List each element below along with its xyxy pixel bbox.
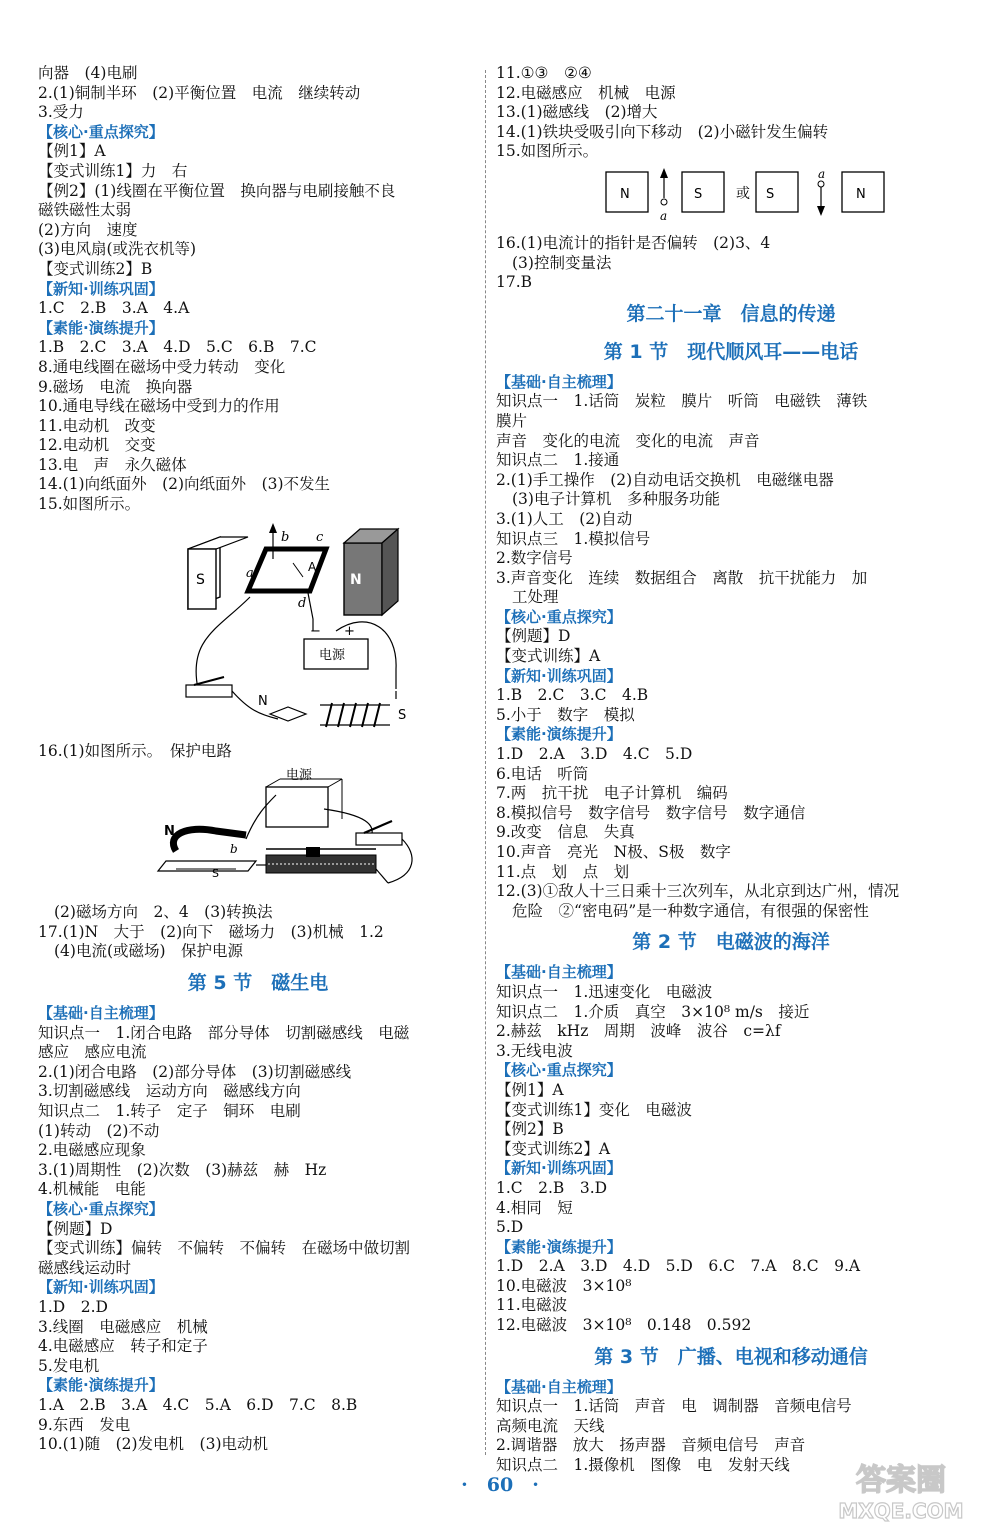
- label-arrow: A: [308, 559, 317, 574]
- section-heading: 第 1 节 现代顺风耳——电话: [603, 340, 859, 363]
- answer-line: (3)电风扇(或洗衣机等): [38, 240, 197, 259]
- exercise-category-tag: 【新知·训练巩固】: [38, 1278, 164, 1297]
- answer-line: 12.电磁波 3×10⁸ 0.148 0.592: [496, 1316, 752, 1335]
- label-or: 或: [736, 185, 750, 202]
- answer-line: 1.B 2.C 3.A 4.D 5.C 6.B 7.C: [38, 338, 317, 357]
- answer-line: 1.C 2.B 3.D: [496, 1178, 608, 1197]
- answer-line: 【变式训练1】变化 电磁波: [496, 1100, 692, 1119]
- answer-line: (2)方向 速度: [38, 220, 138, 239]
- answer-line: 2.(1)闭合电路 (2)部分导体 (3)切割磁感线: [38, 1062, 352, 1081]
- label-a: a: [246, 565, 254, 581]
- label-n: N: [164, 824, 175, 840]
- answer-line: 3.线圈 电磁感应 机械: [38, 1317, 208, 1336]
- label-source: 电源: [319, 647, 346, 663]
- switch: [356, 833, 402, 845]
- exercise-category-tag: 【新知·训练巩固】: [496, 1159, 622, 1178]
- figure-electromagnet-circuit: [38, 765, 478, 895]
- answer-line: 2.数字信号: [496, 549, 573, 568]
- right-column: [496, 64, 966, 1476]
- exercise-category-tag: 【基础·自主梳理】: [496, 372, 622, 391]
- answer-line: 3.(1)周期性 (2)次数 (3)赫兹 赫 Hz: [38, 1160, 327, 1179]
- answer-line: 【例1】A: [38, 142, 106, 161]
- answer-line: 11.点 划 点 划: [496, 862, 630, 881]
- label-b: b: [281, 529, 290, 545]
- label-s: S: [196, 571, 205, 588]
- label-n1: N: [620, 186, 630, 202]
- exercise-category-tag: 【核心·重点探究】: [38, 1199, 164, 1218]
- answer-line: 4.相同 短: [496, 1198, 573, 1217]
- label-s1: S: [694, 186, 703, 202]
- answer-line: 3.切割磁感线 运动方向 磁感线方向: [38, 1082, 301, 1101]
- page-number-text: 60: [486, 1474, 514, 1496]
- answer-line: 5.发电机: [38, 1356, 100, 1375]
- answer-line: 知识点二 1.摄像机 图像 电 发射天线: [496, 1456, 790, 1475]
- exercise-category-tag: 【核心·重点探究】: [496, 1061, 622, 1080]
- answer-line: 8.通电线圈在磁场中受力转动 变化: [38, 357, 286, 376]
- answer-line: (1)转动 (2)不动: [38, 1121, 160, 1140]
- watermark-line2: MXQE.COM: [838, 1499, 964, 1523]
- label-coil-s: S: [398, 707, 407, 723]
- answer-line: 磁感线运动时: [38, 1258, 132, 1277]
- answer-line: 3.受力: [38, 103, 84, 122]
- label-d: d: [298, 595, 307, 611]
- answer-line: 【变式训练】A: [496, 647, 601, 666]
- answer-line: 12.(3)①敌人十三日乘十三次列车，从北京到达广州，情况: [496, 882, 900, 901]
- magnet-s-right: [756, 172, 798, 212]
- label-s: S: [212, 867, 219, 881]
- label-plus: +: [344, 623, 355, 639]
- answer-line: 【例2】B: [496, 1120, 564, 1139]
- answer-line: 9.改变 信息 失真: [496, 823, 635, 842]
- answer-line: 5.小于 数字 模拟: [496, 705, 635, 724]
- answer-line: 8.模拟信号 数字信号 数字信号 数字通信: [496, 803, 806, 822]
- exercise-category-tag: 【新知·训练巩固】: [496, 666, 622, 685]
- answer-line: 11.电磁波: [496, 1296, 568, 1315]
- magnet-s-left: [682, 172, 724, 212]
- answer-line: 4.电磁感应 转子和定子: [38, 1337, 208, 1356]
- answer-line: 1.A 2.B 3.A 4.C 5.A 6.D 7.C 8.B: [38, 1395, 358, 1414]
- solenoid: [320, 703, 390, 727]
- power-source: [266, 787, 328, 827]
- answer-line: 磁铁磁性太弱: [38, 201, 132, 220]
- answer-line: 3.(1)人工 (2)自动: [496, 509, 633, 528]
- answer-line: 13.电 声 永久磁体: [38, 455, 187, 474]
- answer-line: 知识点一 1.话筒 炭粒 膜片 听筒 电磁铁 薄铁: [496, 392, 868, 411]
- section-heading: 第 2 节 电磁波的海洋: [632, 931, 830, 954]
- answer-line: 10.(1)随 (2)发电机 (3)电动机: [38, 1435, 269, 1454]
- answer-line: 【变式训练】偏转 不偏转 不偏转 在磁场中做切割: [38, 1239, 411, 1258]
- exercise-category-tag: 【基础·自主梳理】: [496, 1377, 622, 1396]
- answer-line: 15.如图所示。: [38, 495, 141, 514]
- exercise-category-tag: 【核心·重点探究】: [496, 607, 622, 626]
- exercise-category-tag: 【素能·演练提升】: [38, 318, 164, 337]
- answer-line: 高频电流 天线: [496, 1416, 605, 1435]
- answer-line: 11.①③ ②④: [496, 64, 592, 82]
- label-c: c: [316, 529, 324, 545]
- answer-line: 膜片: [496, 411, 528, 430]
- left-column: [38, 64, 478, 1455]
- answer-line: 11.电动机 改变: [38, 416, 156, 435]
- answer-line: 2.(1)铜制半环 (2)平衡位置 电流 继续转动: [38, 83, 361, 102]
- watermark-logo: [816, 1456, 986, 1526]
- label-a1: a: [660, 208, 668, 223]
- label-a2: a: [818, 166, 826, 181]
- answer-line: 15.如图所示。: [496, 142, 599, 161]
- answer-line: 知识点二 1.转子 定子 铜环 电刷: [38, 1102, 301, 1120]
- column-divider: [485, 70, 486, 1455]
- answer-line: 1.B 2.C 3.C 4.B: [496, 686, 649, 705]
- answer-line: 感应 感应电流: [38, 1043, 147, 1062]
- label-n: N: [350, 571, 362, 588]
- label-b: b: [230, 842, 238, 857]
- answer-line: 3.无线电波: [496, 1041, 573, 1060]
- answer-line: 14.(1)向纸面外 (2)向纸面外 (3)不发生: [38, 475, 331, 494]
- answer-line: (3)控制变量法: [512, 253, 612, 272]
- answer-line: 声音 变化的电流 变化的电流 声音: [496, 431, 760, 450]
- exercise-category-tag: 【新知·训练巩固】: [38, 279, 164, 298]
- answer-line: 【变式训练1】力 右: [38, 161, 188, 180]
- answer-line: 16.(1)如图所示。 保护电路: [38, 741, 232, 760]
- figure-motor-circuit: [38, 519, 478, 734]
- answer-line: 16.(1)电流计的指针是否偏转 (2)3、4: [496, 233, 771, 252]
- answer-line: 10.电磁波 3×10⁸: [496, 1276, 632, 1295]
- answer-line: 2.调谐器 放大 扬声器 音频电信号 声音: [496, 1436, 806, 1455]
- label-minus: −: [310, 623, 321, 639]
- exercise-category-tag: 【素能·演练提升】: [38, 1376, 164, 1395]
- answer-line: 知识点一 1.迅速变化 电磁波: [496, 982, 713, 1001]
- answer-line: 1.D 2.D: [38, 1297, 108, 1316]
- answer-line: 【例题】D: [496, 627, 571, 646]
- answer-line: 知识点三 1.模拟信号: [496, 529, 651, 548]
- answer-line: 6.电话 听筒: [496, 764, 589, 783]
- answer-line: (2)磁场方向 2、4 (3)转换法: [54, 903, 273, 922]
- answer-line: 2.赫兹 kHz 周期 波峰 波谷 c=λf: [496, 1022, 781, 1041]
- answer-line: 4.机械能 电能: [38, 1180, 146, 1199]
- label-s2: S: [766, 186, 775, 202]
- answer-line: 知识点一 1.闭合电路 部分导体 切割磁感线 电磁: [38, 1023, 410, 1042]
- answer-line: 13.(1)磁感线 (2)增大: [496, 103, 658, 122]
- answer-line: 9.东西 发电: [38, 1415, 131, 1434]
- answer-line: 向器 (4)电刷: [38, 64, 138, 82]
- answer-line: 【变式训练2】B: [38, 259, 153, 278]
- switch: [186, 685, 232, 697]
- exercise-category-tag: 【基础·自主梳理】: [38, 1004, 164, 1023]
- answer-line: 【变式训练2】A: [496, 1139, 611, 1158]
- answer-line: 【例题】D: [38, 1219, 113, 1238]
- page-number: · 60 ·: [461, 1474, 539, 1496]
- answer-line: 危险 ②“密电码”是一种数字通信，有很强的保密性: [512, 901, 869, 920]
- label-source: 电源: [286, 768, 313, 784]
- label-n2: N: [856, 186, 866, 202]
- answer-line: 知识点二 1.接通: [496, 451, 620, 470]
- answer-line: 5.D: [496, 1218, 524, 1237]
- answer-line: 17.B: [496, 273, 533, 292]
- label-coil-n: N: [258, 693, 268, 709]
- answer-line: 工处理: [512, 588, 559, 607]
- section-heading: 第 3 节 广播、电视和移动通信: [594, 1345, 868, 1368]
- answer-line: 9.磁场 电流 换向器: [38, 377, 193, 396]
- answer-line: 1.C 2.B 3.A 4.A: [38, 299, 190, 318]
- answer-line: 1.D 2.A 3.D 4.D 5.D 6.C 7.A 8.C 9.A: [496, 1257, 861, 1276]
- answer-line: 1.D 2.A 3.D 4.C 5.D: [496, 745, 693, 764]
- section-heading: 第二十一章 信息的传递: [626, 302, 836, 325]
- exercise-category-tag: 【基础·自主梳理】: [496, 963, 622, 982]
- answer-line: 知识点二 1.介质 真空 3×10⁸ m/s 接近: [496, 1002, 810, 1021]
- answer-line: 2.电磁感应现象: [38, 1141, 146, 1160]
- answer-line: 2.(1)手工操作 (2)自动电话交换机 电磁继电器: [496, 470, 834, 489]
- section-heading: 第 5 节 磁生电: [187, 972, 329, 995]
- answer-line: 12.电动机 交变: [38, 436, 156, 455]
- answer-line: 17.(1)N 大于 (2)向下 磁场力 (3)机械 1.2: [38, 922, 384, 941]
- answer-line: 知识点一 1.话筒 声音 电 调制器 音频电信号: [496, 1397, 852, 1416]
- exercise-category-tag: 【素能·演练提升】: [496, 1237, 622, 1256]
- answer-line: (4)电流(或磁场) 保护电源: [54, 942, 244, 961]
- answer-line: 3.声音变化 连续 数据组合 离散 抗干扰能力 加: [496, 568, 868, 587]
- answer-line: 14.(1)铁块受吸引向下移动 (2)小磁针发生偏转: [496, 122, 829, 141]
- answer-line: 10.通电导线在磁场中受到力的作用: [38, 397, 280, 416]
- answer-line: (3)电子计算机 多种服务功能: [512, 490, 720, 509]
- exercise-category-tag: 【核心·重点探究】: [38, 122, 164, 141]
- exercise-category-tag: 【素能·演练提升】: [496, 725, 622, 744]
- answer-line: 7.两 抗干扰 电子计算机 编码: [496, 784, 728, 803]
- answer-line: 【例1】A: [496, 1080, 564, 1099]
- watermark-line1: 答案圈: [856, 1463, 946, 1498]
- answer-line: 10.声音 亮光 N极、S极 数字: [496, 843, 731, 861]
- answer-line: 【例2】(1)线圈在平衡位置 换向器与电刷接触不良: [38, 181, 396, 200]
- answer-line: 12.电磁感应 机械 电源: [496, 83, 676, 102]
- rheostat: [266, 847, 376, 873]
- figure-magnet-poles: [496, 166, 966, 226]
